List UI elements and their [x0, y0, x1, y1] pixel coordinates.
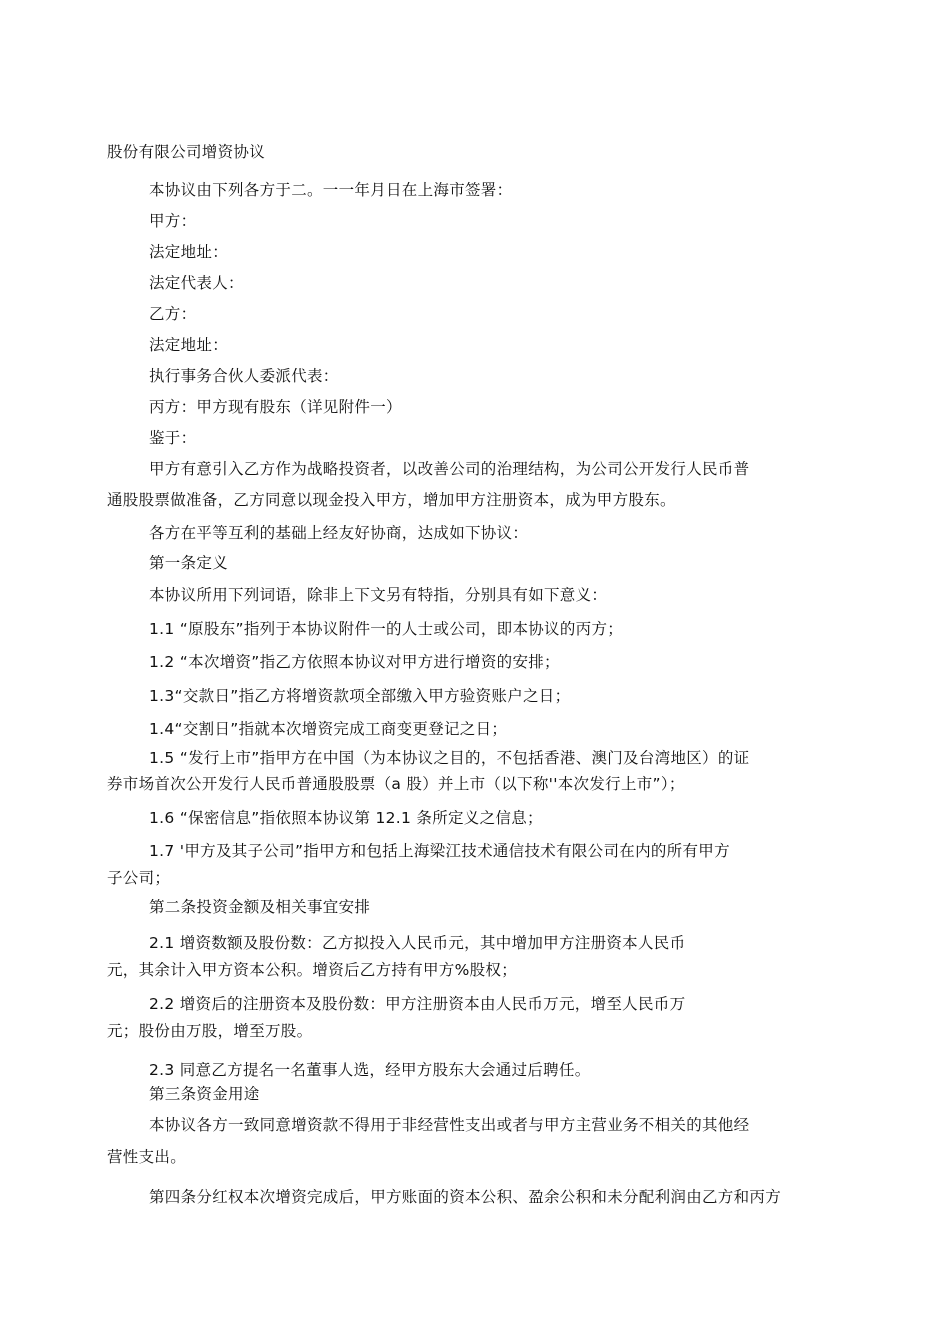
paragraph-line: 本协议所用下列词语，除非上下文另有特指，分别具有如下意义：	[149, 586, 608, 604]
paragraph-line: 鉴于：	[149, 429, 197, 447]
clause-line: 元，其余计入甲方资本公积。增资后乙方持有甲方%股权；	[107, 961, 518, 979]
paragraph-line: 法定地址：	[149, 336, 229, 354]
clause-line: 子公司；	[107, 869, 171, 887]
section-heading: 第三条资金用途	[149, 1085, 260, 1103]
paragraph-line: 法定代表人：	[149, 274, 244, 292]
clause-line: 券市场首次公开发行人民币普通股股票（a 股）并上市（以下称''本次发行上市”）；	[107, 775, 685, 793]
paragraph-line: 乙方：	[149, 305, 197, 323]
clause-line: 1.3“交款日”指乙方将增资款项全部缴入甲方验资账户之日；	[149, 687, 571, 705]
paragraph-line: 各方在平等互利的基础上经友好协商，达成如下协议：	[149, 524, 529, 542]
clause-line: 1.1 “原股东”指列于本协议附件一的人士或公司，即本协议的丙方；	[149, 620, 624, 638]
paragraph-line: 营性支出。	[107, 1148, 187, 1166]
clause-line: 1.2 “本次增资”指乙方依照本协议对甲方进行增资的安排；	[149, 653, 560, 671]
clause-line: 1.6 “保密信息”指依照本协议第 12.1 条所定义之信息；	[149, 809, 543, 827]
clause-line: 2.2 增资后的注册资本及股份数：甲方注册资本由人民币万元，增至人民币万	[149, 995, 686, 1013]
paragraph-line: 执行事务合伙人委派代表：	[149, 367, 339, 385]
clause-line: 元；股份由万股，增至万股。	[107, 1022, 313, 1040]
clause-line: 2.1 增资数额及股份数：乙方拟投入人民币元，其中增加甲方注册资本人民币	[149, 934, 686, 952]
paragraph-line: 甲方有意引入乙方作为战略投资者，以改善公司的治理结构，为公司公开发行人民币普	[149, 460, 750, 478]
paragraph-line: 第四条分红权本次增资完成后，甲方账面的资本公积、盈余公积和未分配利润由乙方和丙方	[149, 1188, 782, 1206]
paragraph-line: 法定地址：	[149, 243, 229, 261]
paragraph-line: 通股股票做准备，乙方同意以现金投入甲方，增加甲方注册资本，成为甲方股东。	[107, 491, 676, 509]
clause-line: 1.7 '甲方及其子公司”指甲方和包括上海梁江技术通信技术有限公司在内的所有甲方	[149, 842, 730, 860]
section-heading: 第一条定义	[149, 554, 229, 572]
clause-line: 1.4“交割日”指就本次增资完成工商变更登记之日；	[149, 720, 508, 738]
paragraph-line: 丙方：甲方现有股东（详见附件一）	[149, 398, 402, 416]
paragraph-line: 甲方：	[149, 212, 197, 230]
document-title: 股份有限公司增资协议	[107, 143, 266, 161]
clause-line: 2.3 同意乙方提名一名董事人选，经甲方股东大会通过后聘任。	[149, 1061, 591, 1079]
section-heading: 第二条投资金额及相关事宜安排	[149, 898, 371, 916]
clause-line: 1.5 “发行上市”指甲方在中国（为本协议之目的，不包括香港、澳门及台湾地区）的证	[149, 749, 750, 767]
paragraph-line: 本协议各方一致同意增资款不得用于非经营性支出或者与甲方主营业务不相关的其他经	[149, 1116, 750, 1134]
paragraph-line: 本协议由下列各方于二。一一年月日在上海市签署：	[149, 181, 513, 199]
